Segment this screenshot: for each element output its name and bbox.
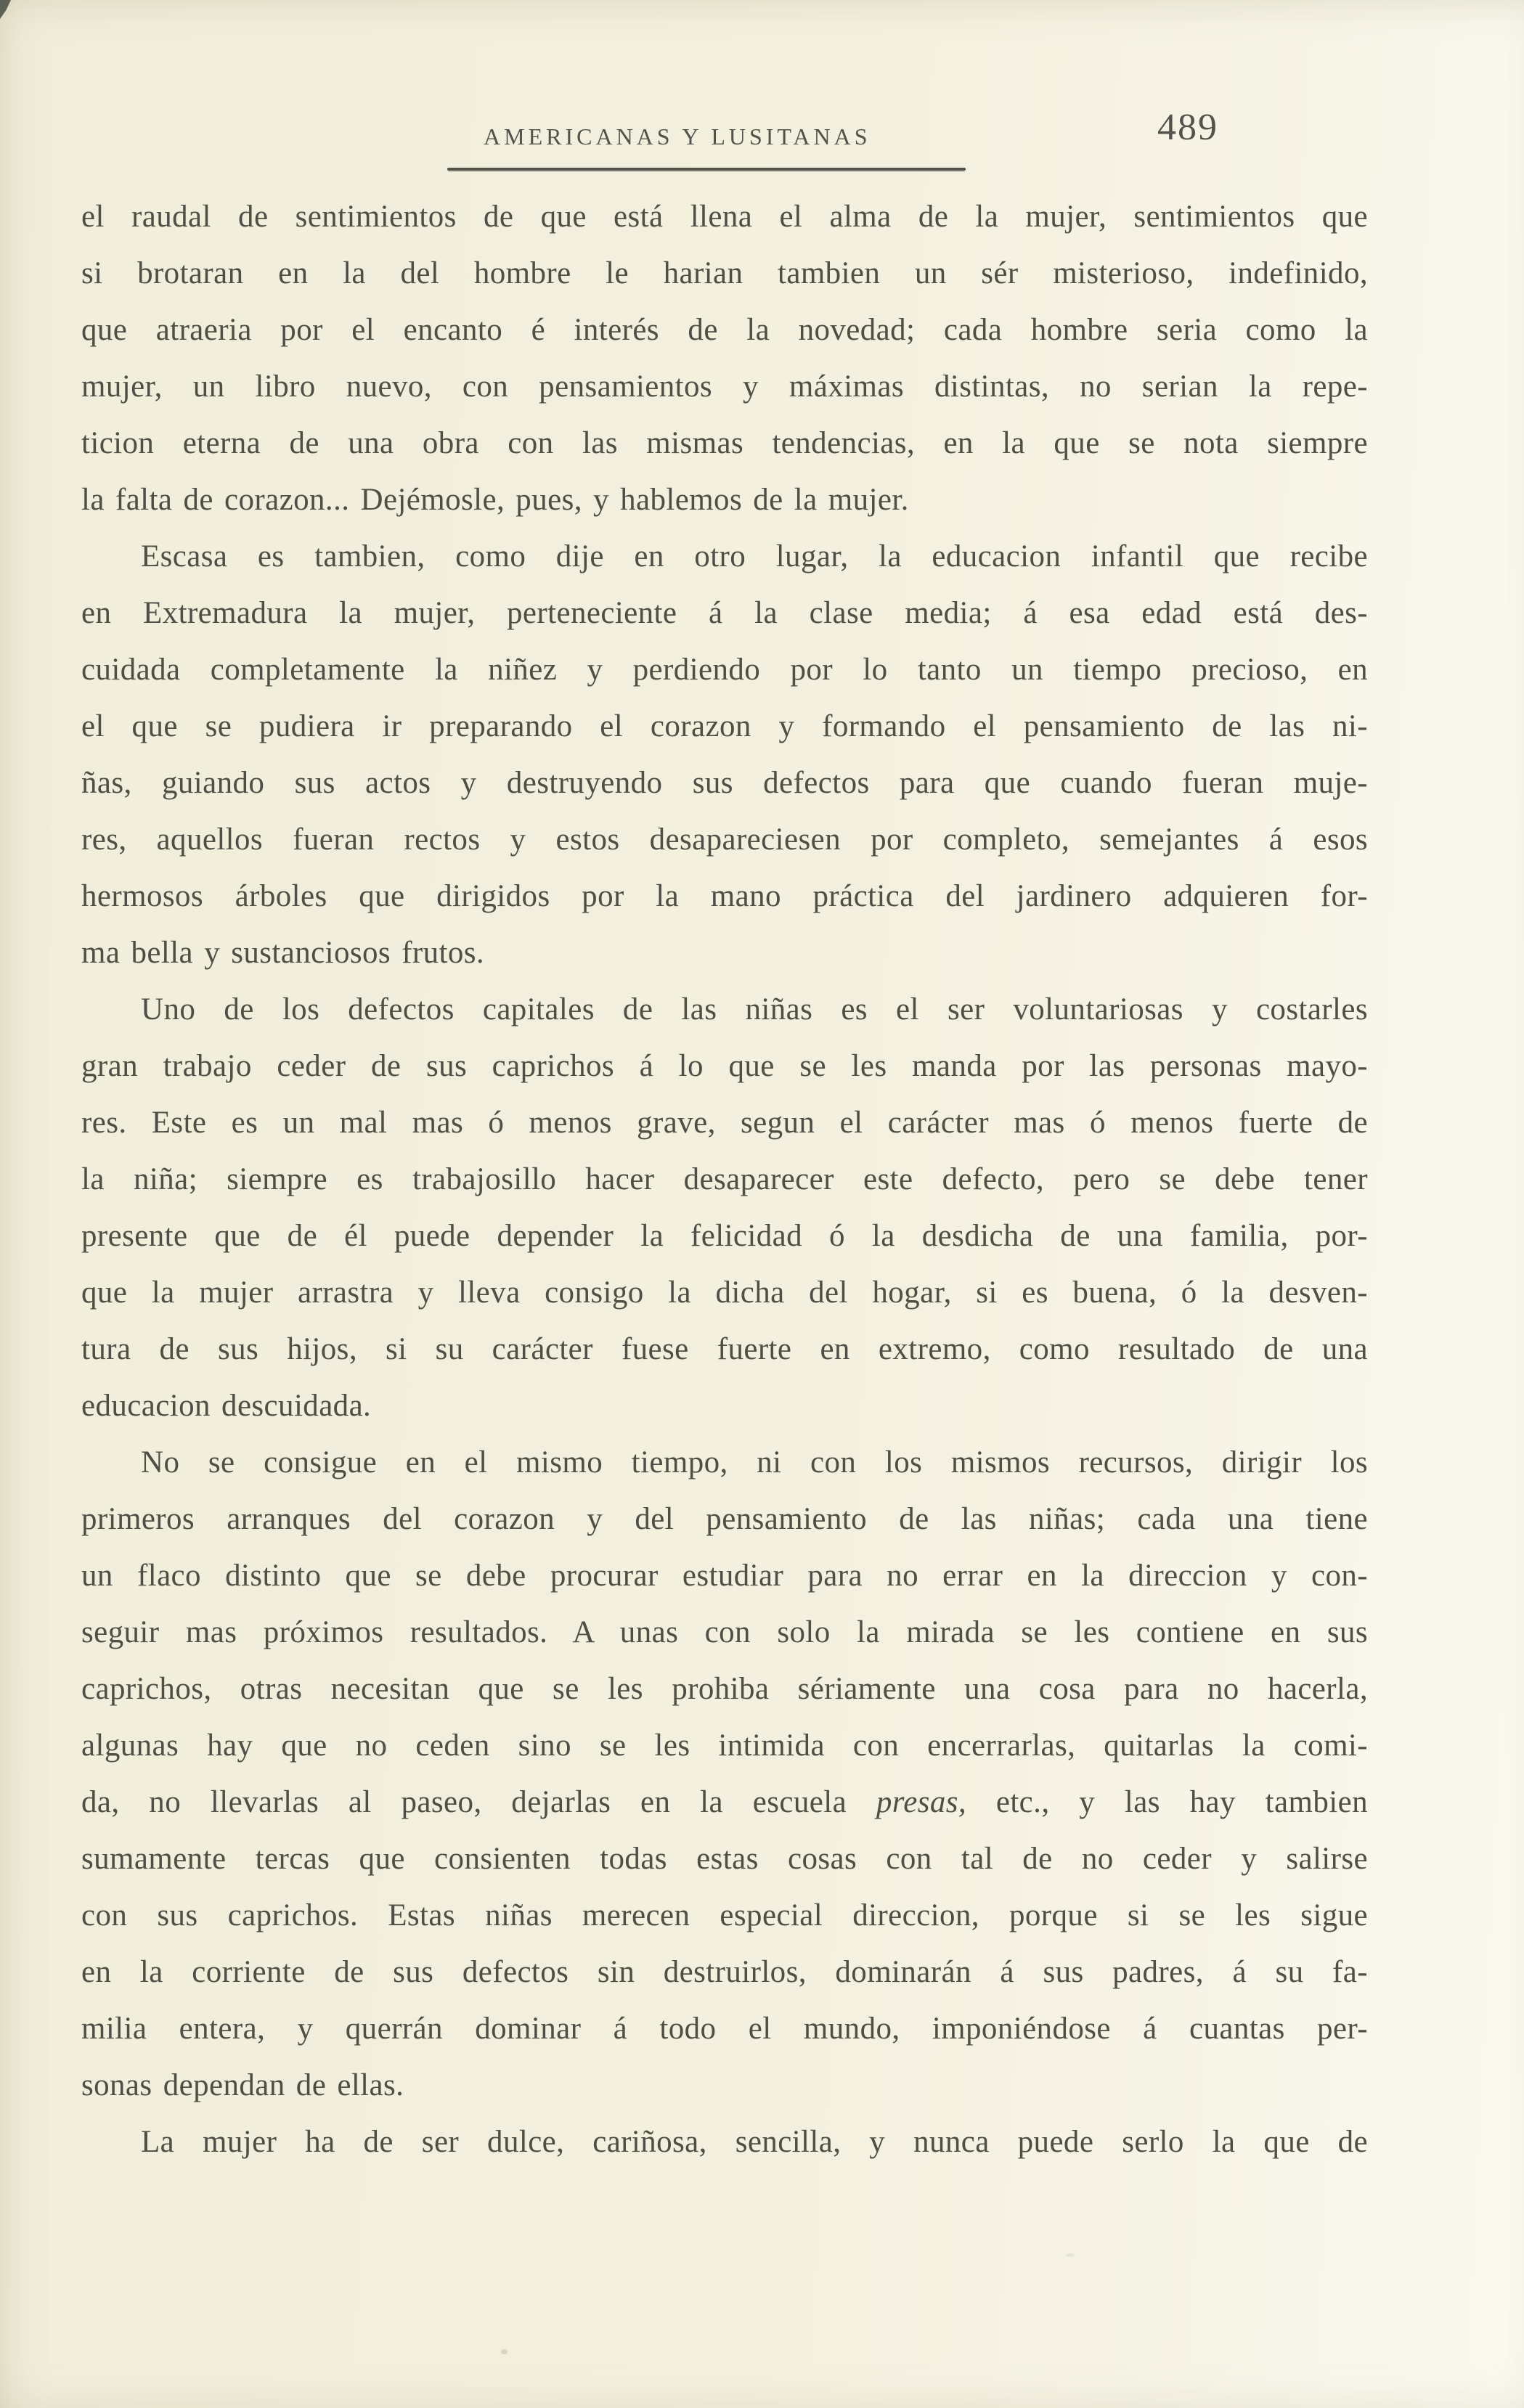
text-line: seguir mas próximos resultados. A unas con solo la mirada se les contiene en sus: [81, 1615, 1368, 1649]
text-line: mujer, un libro nuevo, con pensamientos y máximas distintas, no serian la repe-: [81, 370, 1368, 404]
paper-speck: [1066, 2253, 1075, 2257]
text-line: en la corriente de sus defectos sin destruirlos, dominarán á sus padres, á su fa-: [81, 1955, 1368, 1989]
text-line: res, aquellos fueran rectos y estos desapareciesen por completo, semejantes á esos: [81, 823, 1368, 857]
text-line: Uno de los defectos capitales de las niñas es el ser voluntariosas y costarles: [141, 992, 1368, 1027]
text-segment: etc., y las hay tambien: [966, 1785, 1368, 1819]
text-line: hermosos árboles que dirigidos por la mano práctica del jardinero adquieren for-: [81, 879, 1368, 913]
text-line: algunas hay que no ceden sino se les intimida con encerrarlas, quitarlas la comi-: [81, 1729, 1368, 1763]
text-line: No se consigue en el mismo tiempo, ni con los mismos recursos, dirigir los: [141, 1445, 1368, 1480]
text-line: que atraeria por el encanto é interés de la novedad; cada hombre seria como la: [81, 313, 1368, 347]
text-line: milia entera, y querrán dominar á todo el mundo, imponiéndose á cuantas per-: [81, 2012, 1368, 2046]
running-header: [0, 0, 1524, 189]
header-rule: [447, 168, 966, 171]
text-line: presente que de él puede depender la felicidad ó la desdicha de una familia, por-: [81, 1219, 1368, 1253]
text-line: Escasa es tambien, como dije en otro lugar, la educacion infantil que recibe: [141, 539, 1368, 574]
text-line: que la mujer arrastra y lleva consigo la dicha del hogar, si es buena, ó la desven-: [81, 1276, 1368, 1310]
text-line: La mujer ha de ser dulce, cariñosa, sencilla, y nunca puede serlo la que de: [141, 2125, 1368, 2159]
text-line: ticion eterna de una obra con las mismas tendencias, en la que se nota siempre: [81, 426, 1368, 460]
text-line: [81, 1774, 1368, 1831]
text-line: el raudal de sentimientos de que está llena el alma de la mujer, sentimientos que: [81, 200, 1368, 234]
text-line: tura de sus hijos, si su carácter fuese fuerte en extremo, como resultado de una: [81, 1332, 1368, 1366]
text-line: si brotaran en la del hombre le harian tambien un sér misterioso, indefinido,: [81, 256, 1368, 290]
paper-speck: [501, 2349, 508, 2354]
text-line: res. Este es un mal mas ó menos grave, segun el carácter mas ó menos fuerte de: [81, 1106, 1368, 1140]
text-line: caprichos, otras necesitan que se les prohiba sériamente una cosa para no hacerla,: [81, 1672, 1368, 1706]
text-line: primeros arranques del corazon y del pensamiento de las niñas; cada una tiene: [81, 1502, 1368, 1536]
text-segment: da, no llevarlas al paseo, dejarlas en la escuela: [81, 1785, 876, 1819]
text-line: en Extremadura la mujer, perteneciente á la clase media; á esa edad está des-: [81, 596, 1368, 630]
text-line: la niña; siempre es trabajosillo hacer desaparecer este defecto, pero se debe tener: [81, 1162, 1368, 1196]
text-line: gran trabajo ceder de sus caprichos á lo que se les manda por las personas mayo-: [81, 1049, 1368, 1083]
text-line: con sus caprichos. Estas niñas merecen especial direccion, porque si se les sigue: [81, 1898, 1368, 1932]
italic-word: presas,: [876, 1785, 967, 1819]
text-line: ñas, guiando sus actos y destruyendo sus defectos para que cuando fueran muje-: [81, 766, 1368, 800]
text-line: cuidada completamente la niñez y perdiendo por lo tanto un tiempo precioso, en: [81, 653, 1368, 687]
page-number: 489: [1157, 107, 1218, 148]
running-header-title: AMERICANAS Y LUSITANAS: [484, 123, 871, 150]
text-line: el que se pudiera ir preparando el corazon y formando el pensamiento de las ni-: [81, 709, 1368, 743]
text-column: [81, 189, 1368, 2171]
text-line: un flaco distinto que se debe procurar estudiar para no errar en la direccion y con-: [81, 1559, 1368, 1593]
text-line: la falta de corazon... Dejémosle, pues, y hablemos de la mujer.: [81, 483, 909, 517]
text-line: sumamente tercas que consienten todas estas cosas con tal de no ceder y salirse: [81, 1842, 1368, 1876]
text-line: educacion descuidada.: [81, 1389, 372, 1423]
text-line: ma bella y sustanciosos frutos.: [81, 936, 485, 970]
text-line: sonas dependan de ellas.: [81, 2068, 404, 2102]
